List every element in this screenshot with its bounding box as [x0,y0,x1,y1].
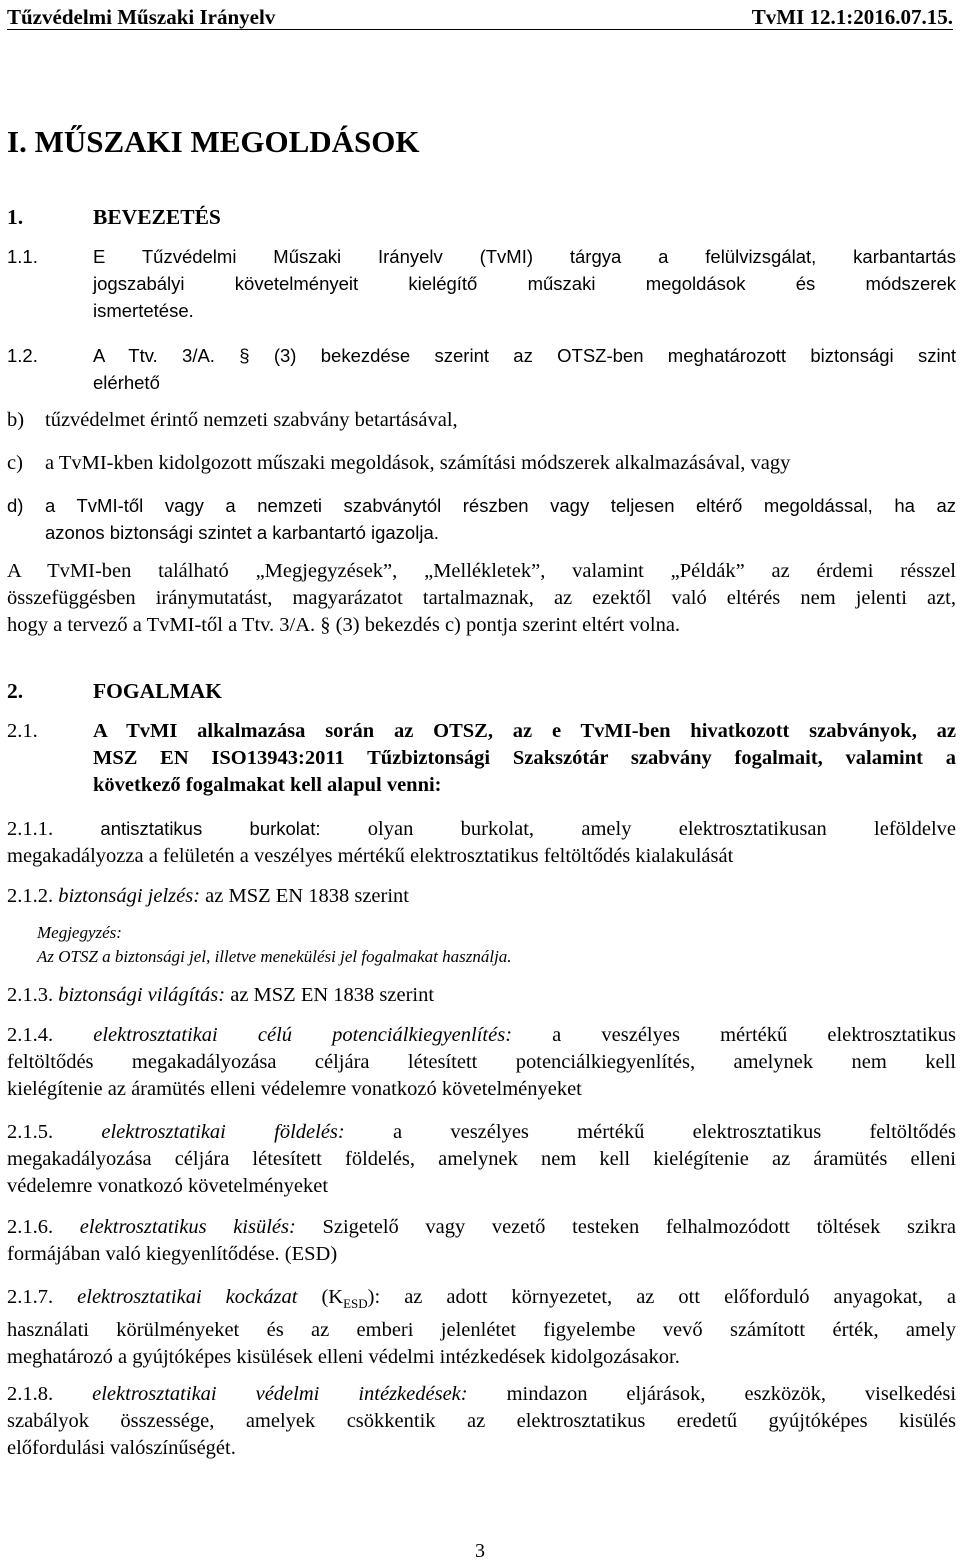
definition-term: elektrosztatikai földelés: [101,1121,345,1143]
list-letter: c) [7,452,23,474]
text-line: ismertetése. [93,300,194,321]
text-line: védelemre vonatkozó követelményeket [7,1175,329,1197]
definition-term: elektrosztatikai védelmi intézkedések: [92,1383,468,1405]
text-line: A Ttv. 3/A. § (3) bekezdése szerint az OTSZ-ben meghatározott biztonsági szint [93,345,956,366]
section-title: BEVEZETÉS [93,205,221,229]
definition-number: 2.1.2. [7,885,54,907]
main-title: I. MŰSZAKI MEGOLDÁSOK [7,124,420,159]
definition-number: 2.1.7. [7,1286,54,1308]
text-line: megakadályozza a felületén a veszélyes mértékű elektrosztatikus feltöltődés kialakulását [7,845,734,867]
definition-term: elektrosztatikai célú potenciálkiegyenlítés: [93,1024,513,1046]
text-line: kielégítenie az áramütés elleni védelemre vonatkozó követelményeket [7,1078,582,1100]
text-line: A TvMI-ben található „Megjegyzések”, „Mellékletek”, valamint „Példák” az érdemi résszel [7,560,956,582]
definition-term: elektrosztatikus kisülés: [79,1216,296,1238]
definition-2-1-5 [7,1119,956,1200]
page-number: 3 [475,1540,485,1562]
note-paragraph [7,558,956,639]
section-number: 2. [7,679,24,703]
definition-term: elektrosztatikai kockázat [77,1286,298,1308]
definition-text: olyan burkolat, amely elektrosztatikusan leföldelve [367,818,956,840]
definition-2-1-2 [7,883,956,910]
definition-2-1-8 [7,1381,956,1462]
definition-2-1-3 [7,982,956,1009]
text-line: megakadályozása céljára létesített földelés, amelynek nem kell kielégítenie az áramütés elleni [7,1148,956,1170]
page-header [7,1,953,30]
text-line: összefüggésben iránymutatást, magyarázatot tartalmaznak, az ezektől való eltérés nem jelenti azt, [7,587,956,609]
paragraph-number: 1.2. [7,345,38,366]
definition-term: antisztatikus burkolat: [100,818,321,839]
text-line: A TvMI alkalmazása során az OTSZ, az e TvMI-ben hivatkozott szabványok, az [93,720,956,742]
definition-term: biztonsági világítás: [58,984,226,1006]
definition-text: ): az adott környezetet, az ott előforduló anyagokat, a [367,1286,957,1308]
definition-text: a veszélyes mértékű elektrosztatikus [552,1024,957,1046]
definition-note [37,921,937,969]
text-line: tűzvédelmet érintő nemzeti szabvány betartásával, [45,409,458,431]
text-line: előfordulási valószínűségét. [7,1437,236,1459]
definition-text: a veszélyes mértékű elektrosztatikus feltöltődés [393,1121,957,1143]
definition-number: 2.1.1. [7,818,54,840]
definition-2-1-6 [7,1214,956,1268]
definition-term: biztonsági jelzés: [58,885,201,907]
text-line: meghatározó a gyújtóképes kisülések elleni védelmi intézkedések kidolgozásakor. [7,1346,680,1369]
definition-number: 2.1.8. [7,1383,54,1405]
definition-2-1-4 [7,1022,956,1103]
paragraph-number: 2.1. [7,720,38,742]
definition-number: 2.1.6. [7,1216,54,1238]
text-line: hogy a tervező a TvMI-től a Ttv. 3/A. § (3) bekezdés c) pontja szerint eltért volna. [7,614,681,636]
definition-number: 2.1.3. [7,984,54,1006]
text-line: MSZ EN ISO13943:2011 Tűzbiztonsági Szakszótár szabvány fogalmait, valamint a [93,747,956,769]
text-line: következő fogalmakat kell alapul venni: [93,774,442,796]
text-line: formájában való kiegyenlítődése. (ESD) [7,1243,338,1265]
section-number: 1. [7,205,24,229]
text-line: a TvMI-től vagy a nemzeti szabványtól részben vagy teljesen eltérő megoldással, ha az [45,495,956,516]
section-title: FOGALMAK [93,679,222,703]
definition-2-1-7 [7,1284,956,1371]
definition-text: mindazon eljárások, eszközök, viselkedési [506,1383,957,1405]
text-line: feltöltődés megakadályozása céljára létesített potenciálkiegyenlítés, amelynek nem kell [7,1051,956,1073]
definition-number: 2.1.5. [7,1121,54,1143]
text-line: használati körülményeket és az emberi jelenlétet figyelembe vevő számított érték, amely [7,1319,956,1342]
note-text: Az OTSZ a biztonsági jel, illetve menekülési jel fogalmakat használja. [37,947,512,966]
header-right-code: TvMI 12.1:2016.07.15. [751,5,953,29]
kesd-symbol: ($K_{ESD}$ [321,1286,368,1312]
definition-text: az MSZ EN 1838 szerint [205,885,409,907]
definition-text: Szigetelő vagy vezető testeken felhalmozódott töltések szikra [322,1216,956,1238]
definition-2-1-1 [7,815,956,870]
paragraph-number: 1.1. [7,246,38,267]
list-letter: d) [7,495,24,516]
text-line: elérhető [93,372,160,393]
text-line: szabályok összessége, amelyek csökkentik az elektrosztatikus eredetű gyújtóképes kisülés [7,1410,956,1432]
text-line: azonos biztonsági szintet a karbantartó igazolja. [45,522,439,543]
kesd-subscript: ESD [343,1296,368,1312]
definition-text: az MSZ EN 1838 szerint [230,984,435,1006]
text-line: E Tűzvédelmi Műszaki Irányelv (TvMI) tárgya a felülvizsgálat, karbantartás [93,246,956,267]
definition-number: 2.1.4. [7,1024,54,1046]
text-line: a TvMI-kben kidolgozott műszaki megoldások, számítási módszerek alkalmazásával, vagy [45,452,791,474]
text-line: jogszabályi követelményeit kielégítő műszaki megoldások és módszerek [93,273,956,294]
header-left-title: Tűzvédelmi Műszaki Irányelv [7,5,276,29]
note-label: Megjegyzés: [37,923,122,942]
list-letter: b) [7,409,25,431]
